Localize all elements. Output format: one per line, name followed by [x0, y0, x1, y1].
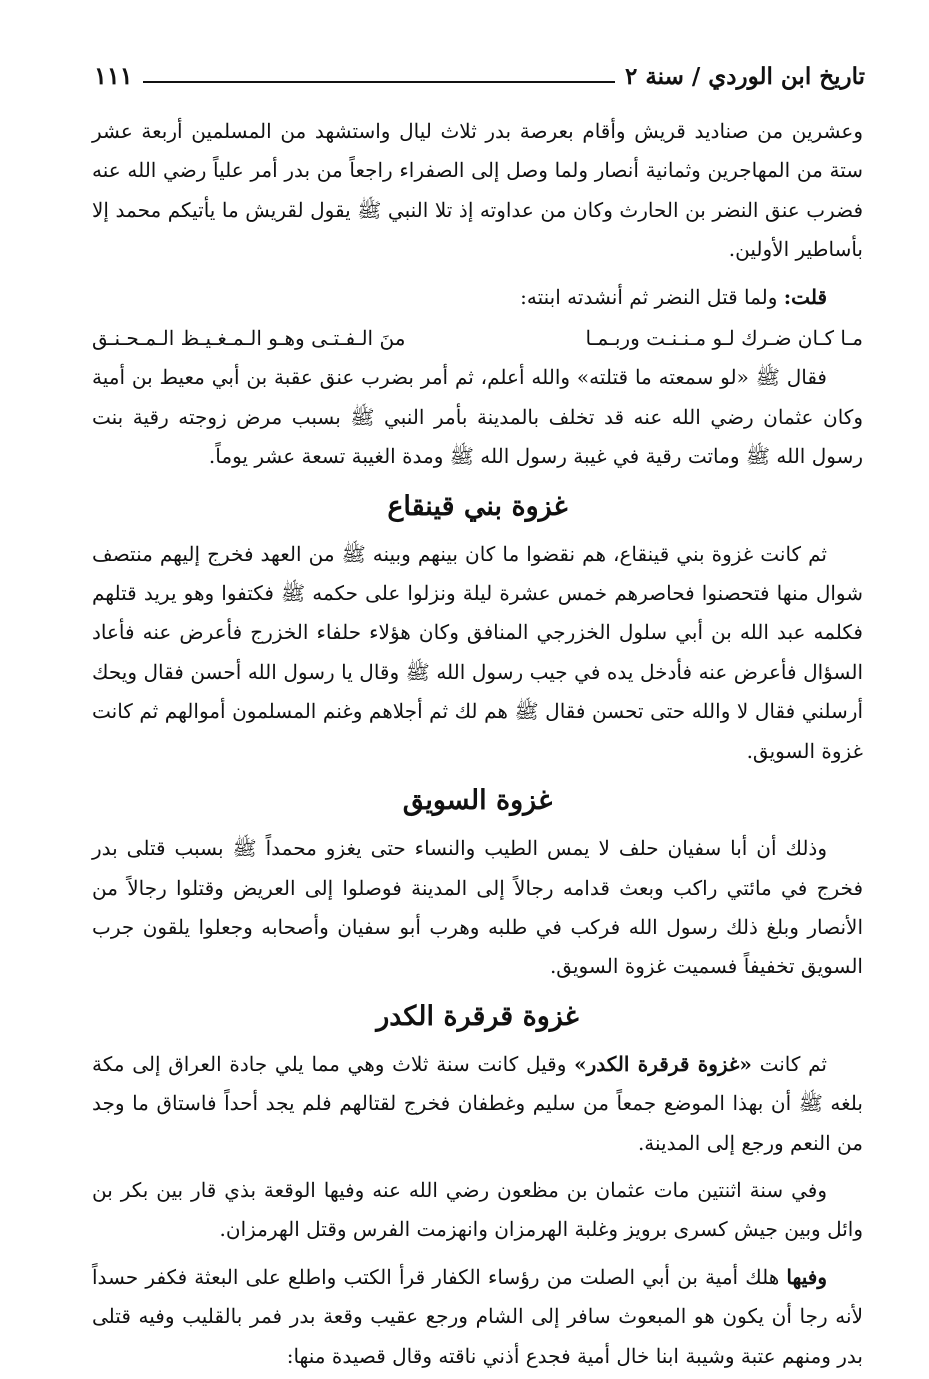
poem-verse [92, 319, 863, 358]
kudr-pre: ثم كانت [751, 1051, 827, 1076]
kudr-post: وقيل كانت سنة ثلاث وهي مما يلي جادة العراق إلى مكة بلغه ﷺ أن بهذا الموضع جمعاً من سليم وغطفان فخرج لقتالهم فلم يجد أحداً فاستاق ما وجد من النعم ورجع إلى المدينة. [92, 1051, 863, 1155]
paragraph-dhi-qar: وفي سنة اثنتين مات عثمان بن مظعون رضي الله عنه وفيها الوقعة بذي قار بين بكر بن وائل وبين جيش كسرى برويز وغلبة الهرمزان وانهزمت الفرس وقتل الهرمزان. [92, 1177, 863, 1242]
paragraph-qarqarat-al-kudr [92, 1045, 863, 1163]
page-body [92, 112, 863, 1376]
qultu-text: ولما قتل النضر ثم أنشدته ابنته: [520, 284, 784, 309]
paragraph-qaynuqa: ثم كانت غزوة بني قينقاع، هم نقضوا ما كان بينهم وبينه ﷺ من العهد فخرج إليهم منتصف شوال منها فتحصنوا فحاصرهم خمس عشرة ليلة ونزلوا على حكمه ﷺ فكتفوا وهو يريد قتلهم فكلمه عبد الله بن أبي سلول الخزرجي المنافق وكان هؤلاء حلفاء الخزرج فأعرض عنه فأعاد السؤال فأعرض عنه فأدخل يده في جيب رسول الله ﷺ وقال يا رسول الله أحسن فقال ويحك أرسلني فقال لا والله حتى تحسن فقال ﷺ هم لك ثم أجلاهم وغنم المسلمون أموالهم ثم كانت غزوة السويق. [92, 541, 863, 763]
heading-qaynuqa: غزوة بني قينقاع [387, 490, 568, 522]
umayya-text: هلك أمية بن أبي الصلت من رؤساء الكفار قرأ الكتب واطلع على البعثة فكفر حسداً لأنه رجا أن يكون هو المبعوث سافر إلى الشام ورجع عقيب وقعة بدر فمر بالقليب وفيه قتلى بدر ومنهم عتبة وشيبة ابنا خال أمية فجدع أذني ناقته وقال قصيدة منها: [92, 1264, 863, 1368]
paragraph-sawiq: وذلك أن أبا سفيان حلف لا يمس الطيب والنساء حتى يغزو محمداً ﷺ بسبب قتلى بدر فخرج في مائتي راكب وبعث قدامه رجالاً إلى المدينة فوصلوا إلى العريض وقتلوا رجالاً من الأنصار وبلغ ذلك رسول الله فركب في طلبه وهرب أبو سفيان وأصحابه وجعلوا يلقون جرب السويق تخفيفاً فسميت غزوة السويق. [92, 836, 863, 979]
page-header [94, 56, 865, 90]
paragraph-badr-aftermath: وعشرين من صناديد قريش وأقام بعرصة بدر ثلاث ليال واستشهد من المسلمين أربعة عشر ستة من المهاجرين وثمانية أنصار ولما وصل إلى الصفراء راجعاً من بدر أمر علياً رضي الله عنه فضرب عنق النضر بن الحارث وكان من عداوته إذ تلا النبي ﷺ يقول لقريش ما يأتيكم محمد إلا بأساطير الأولين. [92, 119, 863, 262]
paragraph-uqba-ruqayya: فقال ﷺ «لو سمعته ما قتلته» والله أعلم، ثم أمر بضرب عنق عقبة بن أبي معيط بن أمية وكان عثمان رضي الله عنه قد تخلف بالمدينة بأمر النبي ﷺ بسبب مرض زوجته رقية بنت رسول الله ﷺ وماتت رقية في غيبة رسول الله ﷺ ومدة الغيبة تسعة عشر يوماً. [92, 365, 863, 469]
verse-first-hemistich: مـا كـان ضـرك لـو مـنـنـت وربـمـا [585, 326, 863, 351]
heading-sawiq: غزوة السويق [402, 785, 553, 817]
page-number: ١١١ [94, 61, 133, 90]
paragraph-umayya [92, 1258, 863, 1376]
paragraph-qultu [92, 278, 863, 317]
umayya-lead: وفيها [786, 1264, 827, 1289]
qultu-lead: قلت: [783, 284, 827, 309]
verse-second-hemistich: منَ الـفـتـى وهـو الـمـغـيـظ الـمـحـنـق [92, 326, 406, 351]
kudr-bold: «غزوة قرقرة الكدر» [574, 1051, 752, 1076]
header-rule [143, 81, 615, 83]
running-title: تاريخ ابن الوردي / سنة ٢ [624, 63, 865, 90]
heading-qarqarat-al-kudr: غزوة قرقرة الكدر [376, 1000, 579, 1032]
